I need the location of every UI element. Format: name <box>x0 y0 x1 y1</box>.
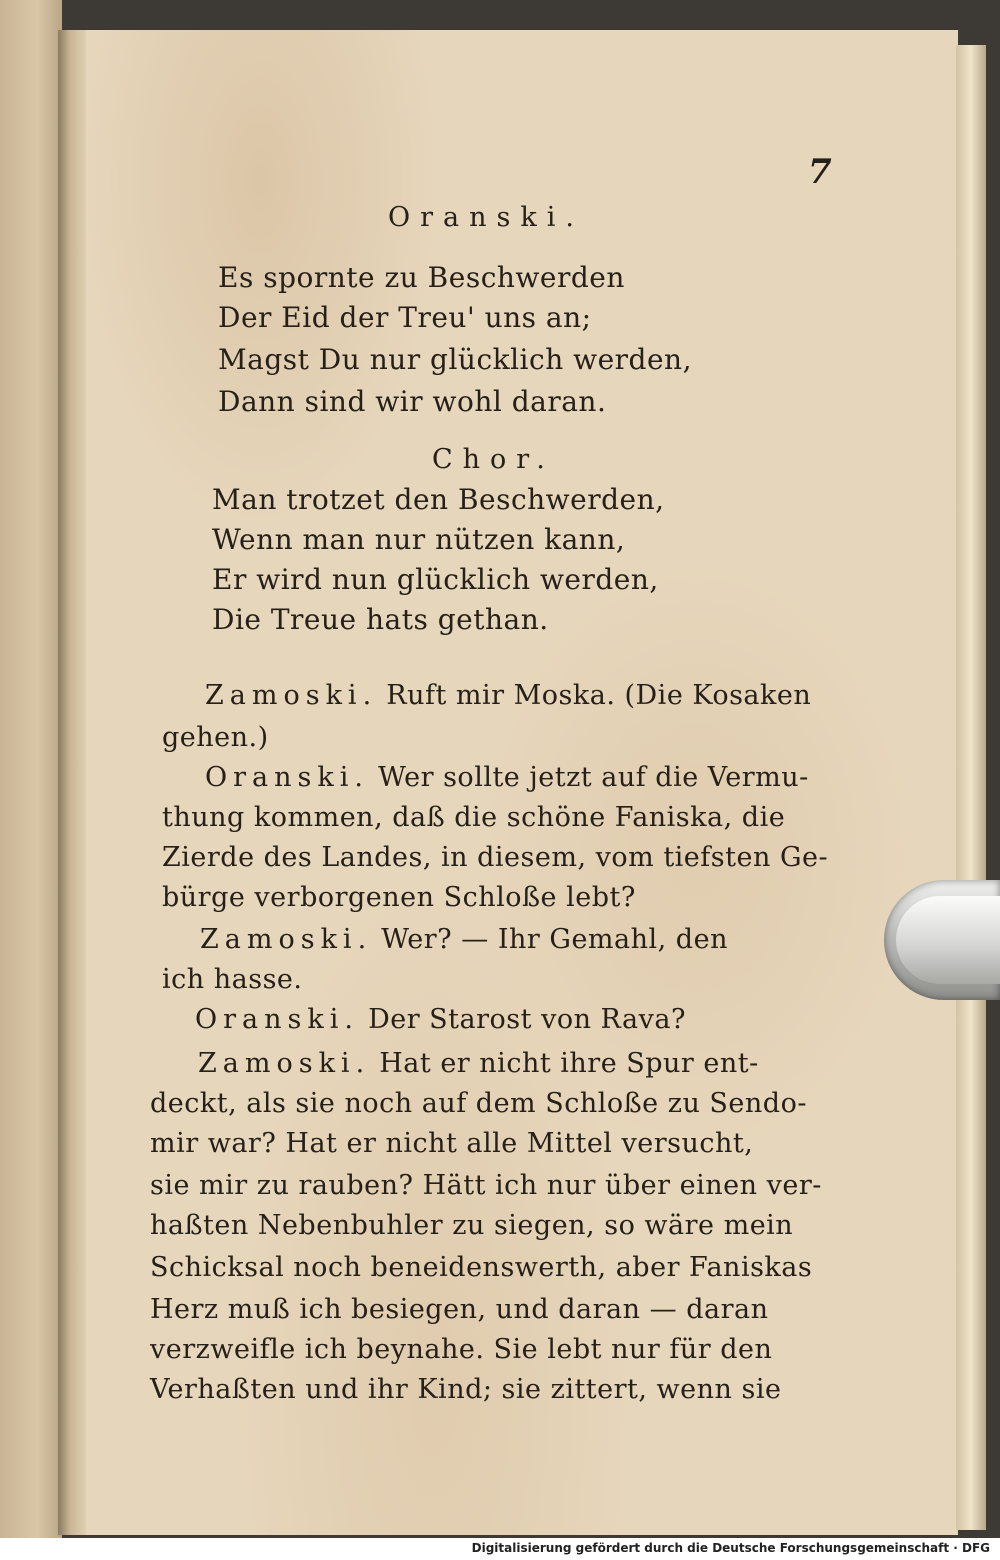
line-text: Wer sollte jetzt auf die Vermu- <box>378 762 809 793</box>
line-text: mir war? Hat er nicht alle Mittel versucht, <box>150 1128 754 1159</box>
speaker-name: Oranski. <box>195 1004 359 1035</box>
dialogue-line <box>150 1248 812 1288</box>
line-text: deckt, als sie noch auf dem Schloße zu Sendo- <box>150 1088 807 1119</box>
dialogue-line <box>150 1330 772 1370</box>
line-text: gehen.) <box>162 722 269 753</box>
dialogue-line <box>162 838 828 878</box>
dialogue-line <box>150 1370 781 1410</box>
page-clip-highlight <box>896 896 1000 984</box>
footer-credit: Digitalisierung gefördert durch die Deutsche Forschungsgemeinschaft · DFG <box>471 1541 990 1555</box>
speaker-name: Oranski. <box>205 762 369 793</box>
verse-1-line-2: Der Eid der Treu' uns an; <box>218 301 592 334</box>
verse-2-line-2: Wenn man nur nützen kann, <box>212 523 626 556</box>
speaker-name: Zamoski. <box>198 1048 371 1079</box>
dialogue-line <box>205 758 809 798</box>
dialogue-line <box>198 1044 759 1084</box>
verse-2-line-4: Die Treue hats gethan. <box>212 603 549 636</box>
line-text: ich hasse. <box>162 964 303 995</box>
verse-2-line-1: Man trotzet den Beschwerden, <box>212 483 665 516</box>
page-stack-edge <box>956 45 986 1530</box>
line-text: Zierde des Landes, in diesem, vom tiefsten Ge- <box>162 842 829 873</box>
dialogue-line <box>150 1166 822 1206</box>
chorus-heading: Chor. <box>432 444 555 475</box>
dialogue-line <box>162 798 785 838</box>
verse-1-line-1: Es spornte zu Beschwerden <box>218 261 625 294</box>
dialogue-line <box>205 676 811 716</box>
line-text: verzweifle ich beynahe. Sie lebt nur für den <box>150 1334 773 1365</box>
line-text: Ruft mir Moska. (Die Kosaken <box>386 680 812 711</box>
dialogue-line <box>150 1290 768 1330</box>
line-text: thung kommen, daß die schöne Faniska, die <box>162 802 786 833</box>
line-text: haßten Nebenbuhler zu siegen, so wäre mein <box>150 1210 794 1241</box>
dialogue-line <box>200 920 728 960</box>
line-text: Herz muß ich besiegen, und daran — daran <box>150 1294 769 1325</box>
dialogue-line <box>162 878 636 918</box>
speaker-name: Zamoski. <box>205 680 378 711</box>
page-number: 7 <box>808 152 833 192</box>
line-text: Wer? — Ihr Gemahl, den <box>381 924 728 955</box>
dialogue-line <box>150 1206 793 1246</box>
line-text: sie mir zu rauben? Hätt ich nur über einen ver- <box>150 1170 822 1201</box>
line-text: Der Starost von Rava? <box>368 1004 686 1035</box>
dialogue-line <box>195 1000 686 1040</box>
verse-1-line-4: Dann sind wir wohl daran. <box>218 385 607 418</box>
line-text: bürge verborgenen Schloße lebt? <box>162 882 636 913</box>
verse-2-line-3: Er wird nun glücklich werden, <box>212 563 659 596</box>
speaker-name: Zamoski. <box>200 924 373 955</box>
verse-1-line-3: Magst Du nur glücklich werden, <box>218 343 692 376</box>
dialogue-line <box>162 718 269 758</box>
dialogue-line <box>162 960 303 1000</box>
line-text: Verhaßten und ihr Kind; sie zittert, wenn sie <box>150 1374 782 1405</box>
left-page-edge <box>0 0 62 1540</box>
dialogue-line <box>150 1084 807 1124</box>
dialogue-line <box>150 1124 753 1164</box>
line-text: Schicksal noch beneidenswerth, aber Faniskas <box>150 1252 813 1283</box>
book-spine <box>58 30 88 1535</box>
speaker-heading-oranski: Oranski. <box>388 202 584 233</box>
line-text: Hat er nicht ihre Spur ent- <box>379 1048 759 1079</box>
